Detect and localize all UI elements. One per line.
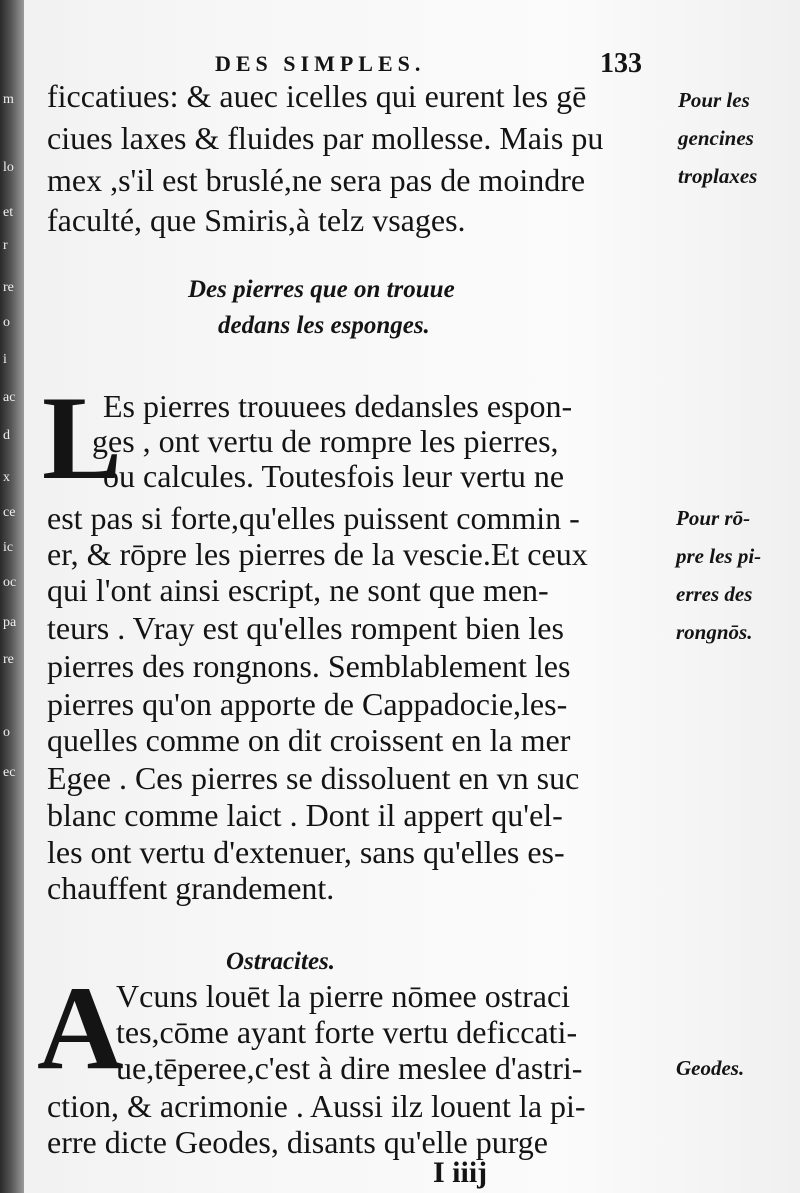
gutter-fragment: ic <box>3 540 14 555</box>
margin-note-line: rongnōs. <box>676 620 753 644</box>
text-line: ou calcules. Toutesfois leur vertu ne <box>103 458 565 494</box>
text-line: ficcatiues: & auec icelles qui eurent les gē <box>47 78 587 114</box>
text-line: est pas si forte,qu'elles puissent commin - <box>47 500 580 536</box>
text-line: teurs . Vray est qu'elles rompent bien les <box>47 610 564 646</box>
gutter-fragment: lo <box>3 160 14 175</box>
text-line: blanc comme laict . Dont il appert qu'el- <box>47 797 563 833</box>
margin-note-line: Geodes. <box>676 1056 745 1080</box>
text-line: Vcuns louēt la pierre nōmee ostraci <box>116 978 571 1014</box>
section-heading: Des pierres que on trouue <box>188 276 455 303</box>
margin-note-line: Pour rō- <box>676 506 751 530</box>
drop-cap-initial: A <box>37 961 124 1094</box>
text-line: Es pierres trouuees dedansles espon- <box>103 388 573 424</box>
text-line: quelles comme on dit croissent en la mer <box>47 722 571 758</box>
gutter-fragment: r <box>3 238 8 253</box>
gutter-fragment: m <box>3 92 14 107</box>
text-line: faculté, que Smiris,à telz vsages. <box>47 202 466 238</box>
page-number: 133 <box>600 48 642 79</box>
gutter-fragment: pa <box>3 615 17 630</box>
text-line: Egee . Ces pierres se dissoluent en vn suc <box>47 760 580 796</box>
gutter-fragment: o <box>3 315 10 330</box>
margin-note-line: gencines <box>678 126 754 150</box>
margin-note-line: pre les pi- <box>676 544 762 568</box>
margin-note-line: Pour les <box>678 88 750 112</box>
gutter-fragment: re <box>3 652 14 667</box>
section-heading: dedans les esponges. <box>218 312 430 339</box>
gutter-fragment: et <box>3 205 14 220</box>
gutter-fragment: oc <box>3 575 17 590</box>
text-line: erre dicte Geodes, disants qu'elle purge <box>47 1124 548 1160</box>
gutter-fragment: ce <box>3 505 16 520</box>
gutter-fragment: d <box>3 428 10 443</box>
gutter-fragment: i <box>3 352 7 367</box>
drop-cap-initial: L <box>42 371 123 504</box>
text-line: mex ,s'il est bruslé,ne sera pas de moindre <box>47 162 586 198</box>
text-line: qui l'ont ainsi escript, ne sont que men- <box>47 572 549 608</box>
text-line: pierres des rongnons. Semblablement les <box>47 648 571 684</box>
margin-note-line: troplaxes <box>678 164 758 188</box>
margin-note-line: erres des <box>676 582 753 606</box>
gutter-fragment: re <box>3 280 14 295</box>
text-line: pierres qu'on apporte de Cappadocie,les- <box>47 686 568 722</box>
text-line: ciues laxes & fluides par mollesse. Mais pu <box>47 120 604 156</box>
signature-mark: I iiij <box>433 1156 488 1189</box>
gutter-fragment: ec <box>3 765 16 780</box>
gutter-fragment: ac <box>3 390 16 405</box>
text-line: tes,cōme ayant forte vertu deficcati- <box>116 1014 578 1050</box>
text-line: ges , ont vertu de rompre les pierres, <box>92 423 559 459</box>
facing-page-gutter <box>0 0 24 1193</box>
gutter-fragment: o <box>3 725 10 740</box>
text-line: er, & rōpre les pierres de la vescie.Et ceux <box>47 536 588 572</box>
text-line: ction, & acrimonie . Aussi ilz louent la pi- <box>47 1088 586 1124</box>
text-line: les ont vertu d'extenuer, sans qu'elles es- <box>47 834 565 870</box>
running-head: DES SIMPLES. <box>215 51 426 76</box>
gutter-fragment: x <box>3 470 10 485</box>
text-line: chauffent grandement. <box>47 870 335 906</box>
section-heading: Ostracites. <box>226 948 336 975</box>
text-line: ue,tēperee,c'est à dire meslee d'astri- <box>116 1050 583 1086</box>
